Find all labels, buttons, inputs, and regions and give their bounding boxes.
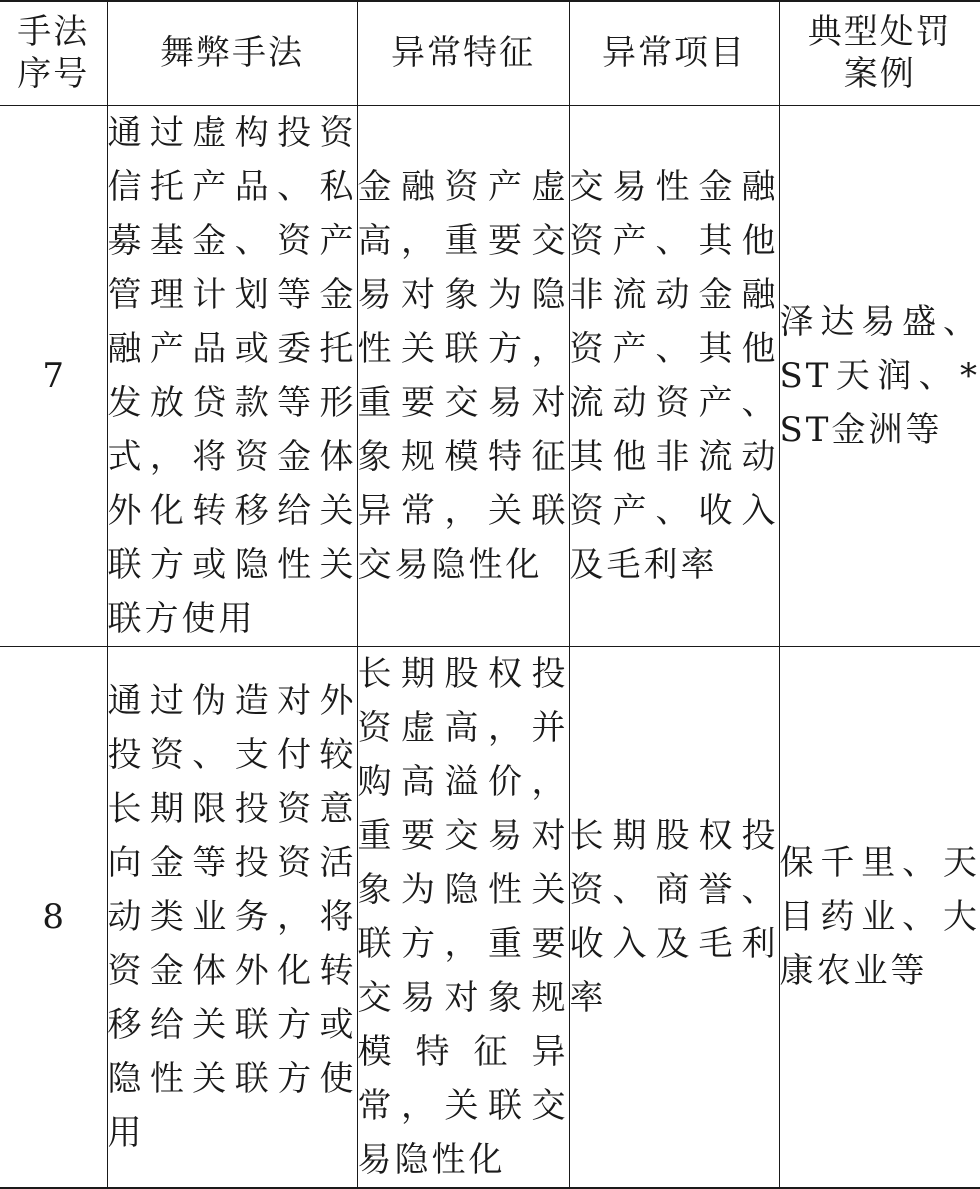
- row-abnormal-items: 长期股权投资、商誉、收入及毛利率: [569, 646, 779, 1188]
- header-fraud-method: 舞弊手法: [107, 1, 357, 105]
- table-row: [0, 105, 980, 646]
- table-header: [0, 1, 980, 105]
- row-number: 8: [0, 646, 107, 1188]
- header-row: [0, 1, 980, 105]
- header-method-number-line1: 手法: [0, 11, 107, 53]
- row-fraud-method: 通过伪造对外投资、支付较长期限投资意向金等投资活动类业务，将资金体外化转移给关联方或隐性关联方使用: [107, 646, 357, 1188]
- row-abnormal-features: 长期股权投资虚高，并购高溢价，重要交易对象为隐性关联方，重要交易对象规模特征异常，关联交易隐性化: [357, 646, 569, 1188]
- row-typical-cases: 泽达易盛、ST天润、*ST金洲等: [779, 105, 980, 646]
- header-abnormal-features: 异常特征: [357, 1, 569, 105]
- header-typical-cases-line1: 典型处罚: [780, 11, 980, 53]
- row-abnormal-items: 交易性金融资产、其他非流动金融资产、其他流动资产、其他非流动资产、收入及毛利率: [569, 105, 779, 646]
- table-row: [0, 646, 980, 1188]
- header-abnormal-items: 异常项目: [569, 1, 779, 105]
- header-method-number-line2: 序号: [0, 53, 107, 95]
- header-typical-cases-line2: 案例: [780, 53, 980, 95]
- header-method-number: [0, 1, 107, 105]
- row-abnormal-features: 金融资产虚高，重要交易对象为隐性关联方，重要交易对象规模特征异常，关联交易隐性化: [357, 105, 569, 646]
- header-typical-cases: [779, 1, 980, 105]
- row-fraud-method: 通过虚构投资信托产品、私募基金、资产管理计划等金融产品或委托发放贷款等形式，将资金体外化转移给关联方或隐性关联方使用: [107, 105, 357, 646]
- table-body: [0, 105, 980, 1188]
- row-typical-cases: 保千里、天目药业、大康农业等: [779, 646, 980, 1188]
- row-number: 7: [0, 105, 107, 646]
